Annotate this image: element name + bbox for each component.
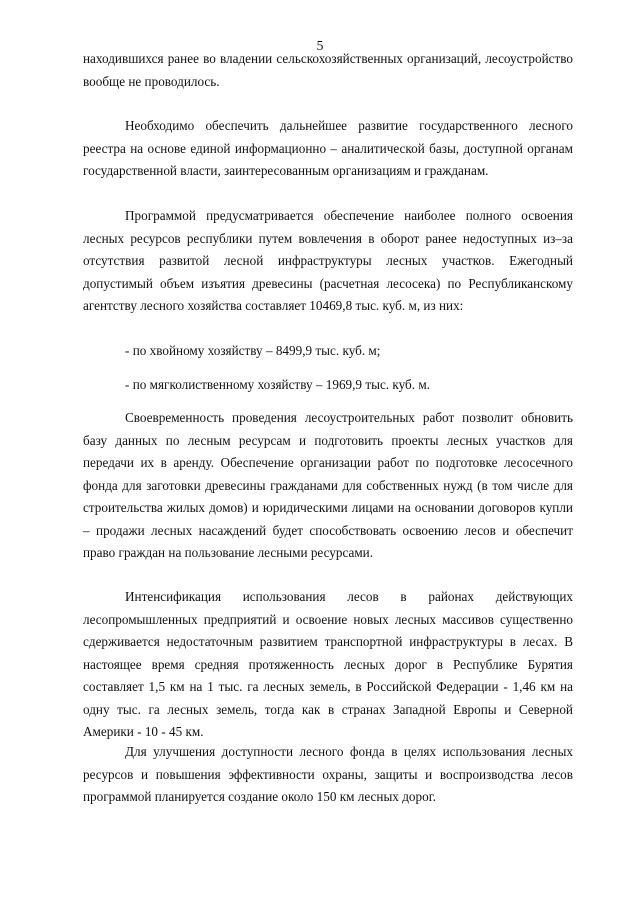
page-number: 5 [316, 38, 324, 53]
list-item-coniferous: - по хвойному хозяйству – 8499,9 тыс. куб. м; [125, 343, 381, 358]
paragraph-road-construction: Для улучшения доступности лесного фонда в целях использования лесных ресурсов и повышения эффективности охраны, защиты и воспроизводства лесов программой планируется создание около 150 км лесных дорог. [83, 744, 573, 804]
list-item-softwood: - по мягколиственному хозяйству – 1969,9 тыс. куб. м. [125, 377, 430, 392]
paragraph-continuation: находившихся ранее во владении сельскохозяйственных организаций, лесоустройство вообще не проводилось. [83, 51, 573, 89]
paragraph-forest-management: Своевременность проведения лесоустроительных работ позволит обновить базу данных по лесным ресурсам и подготовить проекты лесных участков для передачи их в аренду. Обеспечение организации работ по подготовке лесосечного фонда для заготовки древесины гражданами для собственных нужд (в том числе для строительства жилых домов) и юридическими лицами на основании договоров купли – продажи лесных насаждений будет способствовать освоению лесов и обеспечит право граждан на пользование лесными ресурсами. [83, 410, 573, 560]
paragraph-forest-roads: Интенсификация использования лесов в районах действующих лесопромышленных предприятий и освоение новых лесных массивов существенно сдерживается недостаточным развитием транспортной инфраструктуры в лесах. В настоящее время средняя протяженность лесных дорог в Республике Бурятия составляет 1,5 км на 1 тыс. га лесных земель, в Российской Федерации - 1,46 км на одну тыс. га лесных земель, тогда как в странах Западной Европы и Северной Америки - 10 - 45 км. [83, 589, 573, 739]
paragraph-forest-resources: Программой предусматривается обеспечение наиболее полного освоения лесных ресурсов республики путем вовлечения в оборот ранее недоступных из–за отсутствия развитой лесной инфраструктуры лесных участков. Ежегодный допустимый объем изъятия древесины (расчетная лесосека) по Республиканскому агентству лесного хозяйства составляет 10469,8 тыс. куб. м, из них: [83, 208, 573, 313]
paragraph-forest-registry: Необходимо обеспечить дальнейшее развитие государственного лесного реестра на основе единой информационно – аналитической базы, доступной органам государственной власти, заинтересованным организациям и гражданам. [83, 118, 573, 178]
